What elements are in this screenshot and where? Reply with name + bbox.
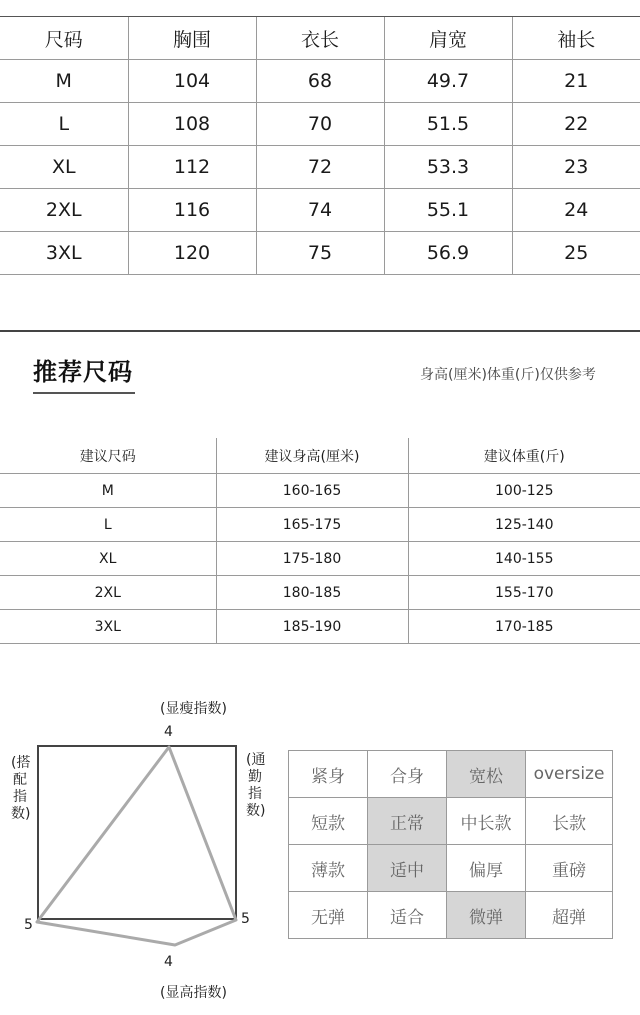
attribute-cell: 短款: [289, 798, 368, 845]
cell-sleeve: 22: [512, 103, 640, 146]
recommend-title: 推荐尺码: [33, 358, 133, 386]
attribute-cell: 适合: [368, 892, 447, 939]
attribute-grid: [288, 750, 613, 939]
cell-shoulder: 56.9: [384, 232, 512, 275]
recommend-note: 身高(厘米)体重(斤)仅供参考: [420, 367, 596, 383]
header-shoulder: 肩宽: [384, 17, 512, 60]
attribute-cell: oversize: [526, 751, 613, 798]
cell-chest: 108: [128, 103, 256, 146]
cell-sleeve: 23: [512, 146, 640, 189]
cell-size: M: [0, 60, 128, 103]
radar-top-value: 4: [164, 724, 173, 740]
attribute-row-fit: [289, 751, 613, 798]
table-row: [0, 474, 640, 508]
header-size: 尺码: [0, 17, 128, 60]
cell-height: 180-185: [216, 576, 408, 610]
table-row: [0, 60, 640, 103]
cell-weight: 125-140: [408, 508, 640, 542]
radar-left-label: (搭配指数): [11, 755, 31, 822]
attribute-cell: 紧身: [289, 751, 368, 798]
cell-chest: 116: [128, 189, 256, 232]
attribute-cell: 偏厚: [447, 845, 526, 892]
radar-top-label: (显瘦指数): [160, 701, 227, 717]
radar-bottom-label: (显高指数): [160, 985, 227, 1001]
header-length: 衣长: [256, 17, 384, 60]
cell-height: 165-175: [216, 508, 408, 542]
cell-size: M: [0, 474, 216, 508]
header-suggested-size: 建议尺码: [0, 438, 216, 474]
table-row: [0, 232, 640, 275]
header-sleeve: 袖长: [512, 17, 640, 60]
attribute-cell: 薄款: [289, 845, 368, 892]
header-suggested-height: 建议身高(厘米): [216, 438, 408, 474]
cell-length: 68: [256, 60, 384, 103]
cell-height: 175-180: [216, 542, 408, 576]
attribute-cell: 长款: [526, 798, 613, 845]
cell-size: 3XL: [0, 232, 128, 275]
table-row: [0, 189, 640, 232]
header-suggested-weight: 建议体重(斤): [408, 438, 640, 474]
cell-shoulder: 49.7: [384, 60, 512, 103]
cell-shoulder: 51.5: [384, 103, 512, 146]
cell-height: 185-190: [216, 610, 408, 644]
attribute-row-stretch: [289, 892, 613, 939]
cell-shoulder: 53.3: [384, 146, 512, 189]
cell-sleeve: 21: [512, 60, 640, 103]
radar-left-value: 5: [24, 917, 33, 933]
recommend-title-underline: [33, 392, 135, 394]
table-row: [0, 508, 640, 542]
radar-shape: [0, 690, 270, 1010]
attribute-cell: 合身: [368, 751, 447, 798]
cell-weight: 170-185: [408, 610, 640, 644]
section-divider: [0, 330, 640, 332]
cell-shoulder: 55.1: [384, 189, 512, 232]
cell-chest: 104: [128, 60, 256, 103]
cell-size: 2XL: [0, 576, 216, 610]
attribute-cell: 超弹: [526, 892, 613, 939]
size-table: [0, 16, 640, 275]
cell-sleeve: 24: [512, 189, 640, 232]
attribute-cell: 无弹: [289, 892, 368, 939]
cell-height: 160-165: [216, 474, 408, 508]
cell-size: XL: [0, 542, 216, 576]
cell-weight: 100-125: [408, 474, 640, 508]
cell-size: L: [0, 508, 216, 542]
attribute-cell: 重磅: [526, 845, 613, 892]
table-row: [0, 146, 640, 189]
cell-size: XL: [0, 146, 128, 189]
cell-size: L: [0, 103, 128, 146]
size-table-header-row: [0, 17, 640, 60]
cell-length: 74: [256, 189, 384, 232]
cell-size: 3XL: [0, 610, 216, 644]
cell-sleeve: 25: [512, 232, 640, 275]
attribute-cell: 中长款: [447, 798, 526, 845]
cell-length: 70: [256, 103, 384, 146]
attribute-row-length: [289, 798, 613, 845]
cell-size: 2XL: [0, 189, 128, 232]
recommend-table: [0, 438, 640, 644]
table-row: [0, 542, 640, 576]
recommend-header-row: [0, 438, 640, 474]
table-row: [0, 576, 640, 610]
header-chest: 胸围: [128, 17, 256, 60]
radar-right-value: 5: [241, 911, 250, 927]
cell-chest: 120: [128, 232, 256, 275]
cell-weight: 140-155: [408, 542, 640, 576]
table-row: [0, 610, 640, 644]
attribute-cell-selected: 宽松: [447, 751, 526, 798]
radar-right-label: (通勤指数): [246, 752, 266, 819]
attribute-row-thickness: [289, 845, 613, 892]
attribute-cell-selected: 正常: [368, 798, 447, 845]
cell-chest: 112: [128, 146, 256, 189]
cell-length: 72: [256, 146, 384, 189]
table-row: [0, 103, 640, 146]
cell-length: 75: [256, 232, 384, 275]
attribute-cell-selected: 适中: [368, 845, 447, 892]
cell-weight: 155-170: [408, 576, 640, 610]
attribute-cell-selected: 微弹: [447, 892, 526, 939]
radar-bottom-value: 4: [164, 954, 173, 970]
radar-polygon: [37, 747, 236, 945]
